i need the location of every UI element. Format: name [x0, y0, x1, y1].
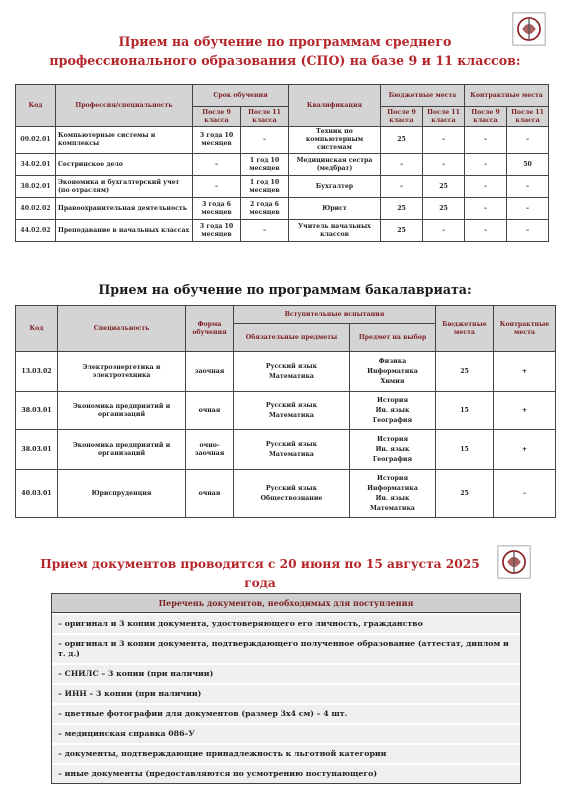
bach-contract-cell: + — [494, 352, 556, 392]
bach-contract-cell: – — [494, 470, 556, 518]
spo-code-cell: 44.02.02 — [16, 220, 56, 242]
spo-budget11-cell: – — [423, 127, 465, 154]
bach-form-cell: заочная — [186, 352, 234, 392]
header-after9: После 9 класса — [465, 107, 507, 127]
spo-qualification-cell: Учитель начальных классов — [289, 220, 381, 242]
bach-specialty-cell: Электроэнергетика и электротехника — [58, 352, 186, 392]
bach-form-cell: очная — [186, 470, 234, 518]
bach-budget-cell: 25 — [436, 352, 494, 392]
list-item: – оригинал и 3 копии документа, подтверждающего полученное образование (аттестат, диплом и т. д.) — [52, 633, 520, 663]
spo-duration11-cell: 2 года 6 месяцев — [241, 198, 289, 220]
list-item: – оригинал и 3 копии документа, удостоверяющего его личность, гражданство — [52, 613, 520, 633]
spo-contract9-cell: – — [465, 176, 507, 198]
bach-budget-cell: 15 — [436, 392, 494, 430]
bach-table — [15, 305, 556, 518]
spo-budget11-cell: 25 — [423, 198, 465, 220]
table-row — [16, 430, 556, 470]
spo-contract9-cell: – — [465, 154, 507, 176]
header-mandatory: Обязательные предметы — [234, 324, 350, 352]
bach-choice-cell: История Информатика Ин. язык Математика — [350, 470, 436, 518]
list-item: – медицинская справка 086–У — [52, 723, 520, 743]
list-item: – цветные фотографии для документов (размер 3х4 см) – 4 шт. — [52, 703, 520, 723]
list-item: – иные документы (предоставляются по усмотрению поступающего) — [52, 763, 520, 783]
docs-title: Прием документов проводится с 20 июня по 15 августа 2025 года — [40, 557, 480, 590]
bach-title: Прием на обучение по программам бакалавриата: — [98, 282, 472, 297]
header-form: Форма обучения — [186, 306, 234, 352]
spo-budget9-cell: 25 — [381, 220, 423, 242]
bach-code-cell: 38.03.01 — [16, 392, 58, 430]
header-contract: Контрактные места — [465, 85, 549, 107]
header-code: Код — [16, 306, 58, 352]
spo-profession-cell: Преподавание в начальных классах — [56, 220, 193, 242]
spo-budget11-cell: – — [423, 220, 465, 242]
bach-code-cell: 40.03.01 — [16, 470, 58, 518]
header-after11: После 11 класса — [423, 107, 465, 127]
header-qualification: Квалификация — [289, 85, 381, 127]
bach-contract-cell: + — [494, 430, 556, 470]
spo-qualification-cell: Техник по компьютерным системам — [289, 127, 381, 154]
header-contract: Контрактные места — [494, 306, 556, 352]
table-row — [16, 352, 556, 392]
bach-form-cell: очно-заочная — [186, 430, 234, 470]
spo-contract11-cell: 50 — [507, 154, 549, 176]
spo-duration11-cell: 1 год 10 месяцев — [241, 176, 289, 198]
spo-table — [15, 84, 549, 242]
bach-mandatory-cell: Русский язык Математика — [234, 430, 350, 470]
spo-contract11-cell: – — [507, 198, 549, 220]
bach-mandatory-cell: Русский язык Математика — [234, 352, 350, 392]
bach-form-cell: очная — [186, 392, 234, 430]
table-row — [16, 470, 556, 518]
header-after9: После 9 класса — [381, 107, 423, 127]
header-budget: Бюджетные места — [436, 306, 494, 352]
spo-budget11-cell: 25 — [423, 176, 465, 198]
header-specialty: Специальность — [58, 306, 186, 352]
header-duration: Срок обучения — [193, 85, 289, 107]
spo-budget9-cell: – — [381, 176, 423, 198]
spo-qualification-cell: Юрист — [289, 198, 381, 220]
bach-specialty-cell: Экономика предприятий и организаций — [58, 392, 186, 430]
spo-profession-cell: Сестринское дело — [56, 154, 193, 176]
table-row — [16, 154, 549, 176]
docs-list — [51, 593, 521, 784]
spo-contract9-cell: – — [465, 220, 507, 242]
spo-duration9-cell: – — [193, 176, 241, 198]
spo-title — [40, 32, 530, 70]
spo-budget9-cell: 25 — [381, 198, 423, 220]
emblem-logo-icon — [497, 545, 531, 579]
spo-profession-cell: Правоохранительная деятельность — [56, 198, 193, 220]
bach-choice-cell: Физика Информатика Химия — [350, 352, 436, 392]
header-budget: Бюджетные места — [381, 85, 465, 107]
spo-contract11-cell: – — [507, 127, 549, 154]
bach-specialty-cell: Экономика предприятий и организаций — [58, 430, 186, 470]
spo-title-line1: Прием на обучение по программам среднего — [118, 34, 452, 49]
spo-duration11-cell: 1 год 10 месяцев — [241, 154, 289, 176]
header-code: Код — [16, 85, 56, 127]
spo-profession-cell: Компьютерные системы и комплексы — [56, 127, 193, 154]
spo-contract9-cell: – — [465, 198, 507, 220]
bach-contract-cell: + — [494, 392, 556, 430]
bach-choice-cell: История Ин. язык География — [350, 392, 436, 430]
spo-duration9-cell: 3 года 6 месяцев — [193, 198, 241, 220]
spo-contract9-cell: – — [465, 127, 507, 154]
header-profession: Профессия/специальность — [56, 85, 193, 127]
spo-code-cell: 38.02.01 — [16, 176, 56, 198]
list-item: – ИНН – 3 копии (при наличии) — [52, 683, 520, 703]
bach-budget-cell: 25 — [436, 470, 494, 518]
table-row — [16, 392, 556, 430]
bach-code-cell: 38.03.01 — [16, 430, 58, 470]
docs-list-title: Перечень документов, необходимых для поступления — [52, 594, 520, 613]
bach-specialty-cell: Юриспруденция — [58, 470, 186, 518]
bach-code-cell: 13.03.02 — [16, 352, 58, 392]
bach-choice-cell: История Ин. язык География — [350, 430, 436, 470]
spo-code-cell: 09.02.01 — [16, 127, 56, 154]
spo-budget11-cell: – — [423, 154, 465, 176]
spo-budget9-cell: – — [381, 154, 423, 176]
header-exams: Вступительные испытания — [234, 306, 436, 324]
bach-budget-cell: 15 — [436, 430, 494, 470]
list-item: – СНИЛС – 3 копии (при наличии) — [52, 663, 520, 683]
bach-mandatory-cell: Русский язык Обществознание — [234, 470, 350, 518]
header-after9: После 9 класса — [193, 107, 241, 127]
table-row — [16, 220, 549, 242]
header-after11: После 11 класса — [241, 107, 289, 127]
table-row — [16, 198, 549, 220]
spo-contract11-cell: – — [507, 220, 549, 242]
spo-duration9-cell: 3 года 10 месяцев — [193, 127, 241, 154]
list-item: – документы, подтверждающие принадлежность к льготной категории — [52, 743, 520, 763]
spo-contract11-cell: – — [507, 176, 549, 198]
table-row — [16, 127, 549, 154]
bach-mandatory-cell: Русский язык Математика — [234, 392, 350, 430]
spo-qualification-cell: Бухгалтер — [289, 176, 381, 198]
header-after11: После 11 класса — [507, 107, 549, 127]
spo-profession-cell: Экономика и бухгалтерский учет (по отраслям) — [56, 176, 193, 198]
spo-qualification-cell: Медицинская сестра (медбрат) — [289, 154, 381, 176]
spo-duration9-cell: 3 года 10 месяцев — [193, 220, 241, 242]
spo-duration11-cell: – — [241, 220, 289, 242]
spo-duration11-cell: – — [241, 127, 289, 154]
spo-budget9-cell: 25 — [381, 127, 423, 154]
table-row — [16, 176, 549, 198]
spo-title-line2: профессионального образования (СПО) на базе 9 и 11 классов: — [49, 53, 521, 68]
spo-code-cell: 40.02.02 — [16, 198, 56, 220]
spo-code-cell: 34.02.01 — [16, 154, 56, 176]
header-choice: Предмет на выбор — [350, 324, 436, 352]
spo-duration9-cell: – — [193, 154, 241, 176]
